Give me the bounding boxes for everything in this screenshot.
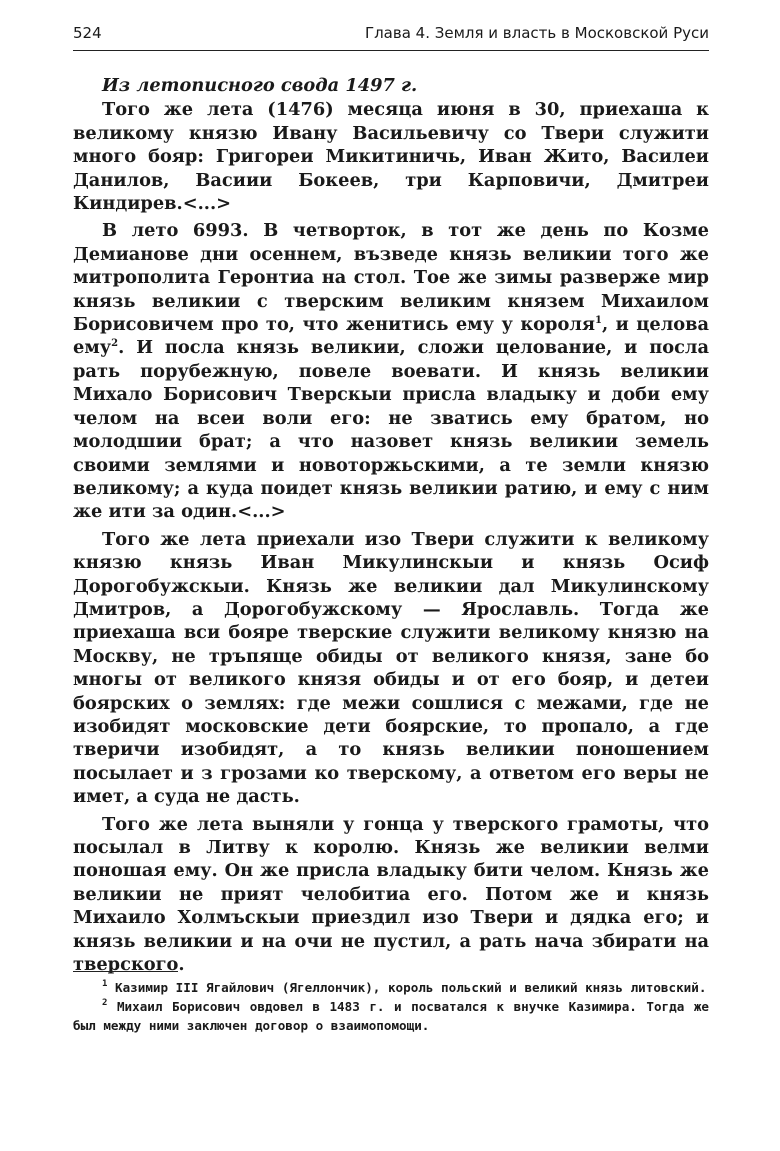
header-rule — [73, 50, 709, 51]
paragraph-1: Того же лета (1476) месяца июня в 30, приехаша к великому князю Ивану Васильевичу со Твери служити много бояр: Григореи Микитиничь, Иван Жито, Василеи Данилов, Васиии Бокеев, три Карповичи, Дмитреи Киндирев.<...> — [73, 99, 709, 215]
chapter-title: Глава 4. Земля и власть в Московской Руси — [364, 24, 709, 42]
paragraph-2-part-2: , и целова ему — [73, 314, 710, 359]
footnote-1 — [73, 978, 709, 997]
footnote-ref-1: 1 — [595, 315, 602, 327]
paragraph-2-part-1: В лето 6993. В четворток, в тот же день по Козме Демианове дни осеннем, възведе князь великии того же митрополита Геронтиа на стол. Тое же зимы разверже мир князь великии с тверским великим князем Михаилом Борисовичем про то, что женитись ему у короля — [73, 220, 709, 336]
footnotes — [73, 978, 709, 1035]
main-text — [73, 74, 709, 980]
footnote-ref-2: 2 — [111, 338, 119, 350]
footnote-text: Михаил Борисович овдовел в 1483 г. и посватался к внучке Казимира. Тогда же был между ними заключен договор о взаимопомощи. — [73, 999, 709, 1033]
footnote-rule — [73, 971, 178, 972]
footnote-marker: 1 — [102, 979, 108, 989]
paragraph-4: Того же лета выняли у гонца у тверского грамоты, что посылал в Литву к королю. Князь же великии велми поношая ему. Он же присла владыку бити челом. Князь же великии не прият челобитиа его. Потом же и князь Михаило Холмъскыи приездил изо Твери и дядка его; и князь великии и на очи не пустил, а рать нача збирати на тверского. — [73, 813, 709, 976]
source-heading: Из летописного свода 1497 г. — [102, 75, 418, 96]
paragraph-2-part-3: . И посла князь великии, сложи целование, и посла рать порубежную, повеле воевати. И князь великии Михало Борисович Тверскыи присла владыку и доби ему челом на всеи воли его: не зватись ему братом, но молодшии брат; а что назовет князь великии земель своими землями и новоторжьскими, а те земли князю великому; а куда поидет князь великии ратию, и ему с ним же ити за один.<...> — [73, 337, 709, 523]
paragraph-2 — [73, 219, 709, 523]
running-header — [73, 20, 709, 46]
footnote-2 — [73, 997, 709, 1035]
footnote-text: Казимир III Ягайлович (Ягеллончик), король польский и великий князь литовский. — [115, 980, 707, 995]
page-number: 524 — [73, 24, 102, 42]
paragraph-3: Того же лета приехали изо Твери служити к великому князю князь Иван Микулинскыи и князь Осиф Дорогобужскыи. Князь же великии дал Микулинскому Дмитров, а Дорогобужскому — Ярославль. Тогда же приехаша вси бояре тверские служити великому князю на Москву, не тръпяще обиды от великого князя, зане бо многы от великого князя обиды и от его бояр, и детеи боярских о землях: где межи сошлися с межами, где не изобидят московские дети боярские, то пропало, а где тверичи изобидят, а то князь великии поношением посылает и з грозами ко тверскому, а ответом его веры не имет, а суда не дасть. — [73, 528, 709, 808]
footnote-marker: 2 — [102, 998, 108, 1008]
